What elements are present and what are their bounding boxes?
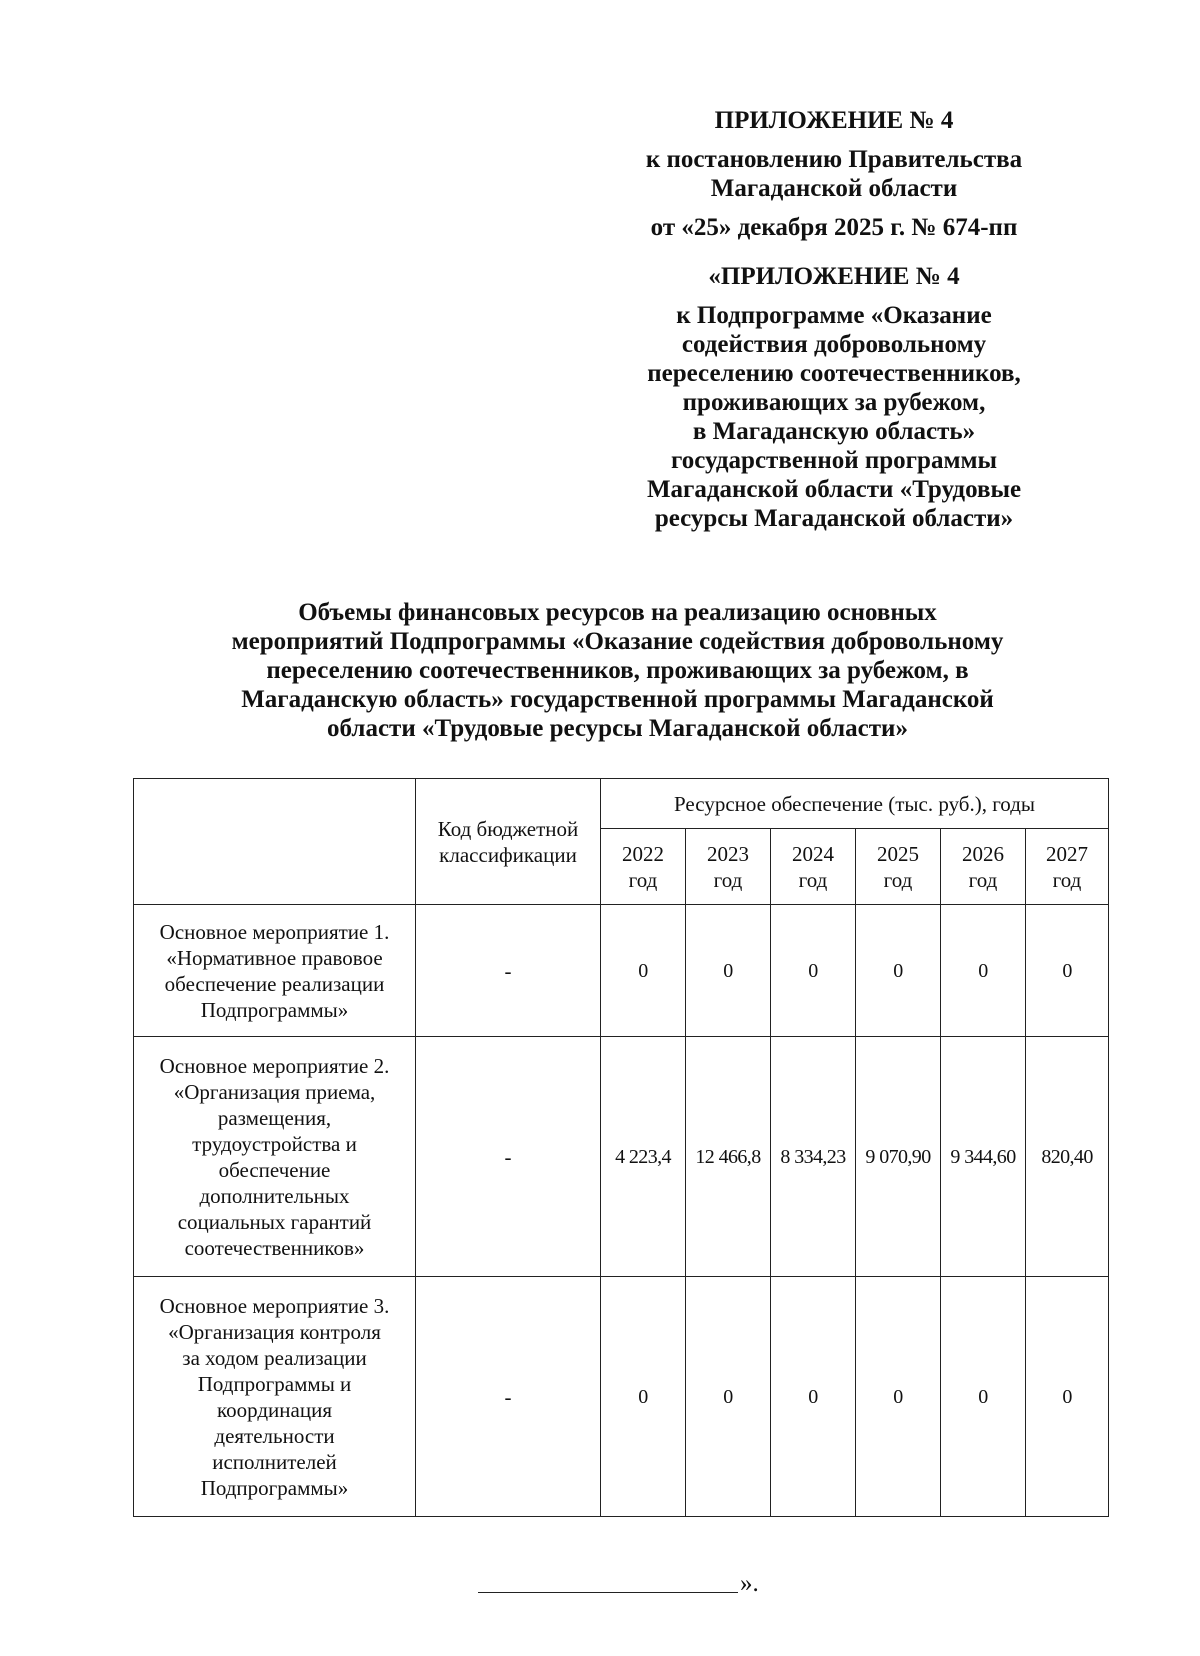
- value-cell: 0: [941, 905, 1026, 1037]
- budget-code-header-line: Код бюджетной: [437, 816, 579, 841]
- subprogram-line: Магаданской области «Трудовые: [646, 476, 1022, 503]
- document-title: [150, 598, 1085, 743]
- value-cell: 0: [601, 1277, 686, 1517]
- year-header-2023: [686, 829, 771, 905]
- table-row: [134, 1277, 1109, 1517]
- value-cell: 0: [771, 905, 856, 1037]
- year-header-2024: [771, 829, 856, 905]
- value-cell: 9 070,90: [856, 1037, 941, 1277]
- activity-name-line: Подпрограммы»: [200, 1475, 349, 1500]
- resolution-ref-line1: к постановлению Правительства: [645, 146, 1023, 173]
- year-unit: год: [883, 867, 913, 892]
- value-cell: 4 223,4: [601, 1037, 686, 1277]
- budget-code-cell: -: [416, 1277, 601, 1517]
- year-unit: год: [713, 867, 743, 892]
- activity-name-line: обеспечение реализации: [164, 971, 385, 996]
- subprogram-line: государственной программы: [670, 447, 998, 474]
- year-number: 2023: [707, 841, 749, 866]
- title-line: Объемы финансовых ресурсов на реализацию основных: [298, 599, 937, 626]
- activity-name-line: «Организация приема,: [173, 1079, 376, 1104]
- activity-name-line: Основное мероприятие 1.: [159, 919, 390, 944]
- year-number: 2022: [622, 841, 664, 866]
- activity-name-line: координация: [217, 1397, 332, 1422]
- value-cell: 0: [1026, 1277, 1109, 1517]
- year-unit: год: [1052, 867, 1082, 892]
- activity-name-line: обеспечение: [218, 1157, 331, 1182]
- value-cell: 8 334,23: [771, 1037, 856, 1277]
- table-row: [134, 905, 1109, 1037]
- value-cell: 0: [1026, 905, 1109, 1037]
- year-header-2026: [941, 829, 1026, 905]
- activity-name-line: Основное мероприятие 3.: [159, 1293, 390, 1318]
- value-cell: 12 466,8: [686, 1037, 771, 1277]
- value-cell: 0: [686, 905, 771, 1037]
- resolution-ref-line2: Магаданской области: [710, 175, 958, 202]
- value-cell: 0: [856, 1277, 941, 1517]
- activity-name-line: Подпрограммы»: [200, 997, 349, 1022]
- sub-appendix-title: «ПРИЛОЖЕНИЕ № 4: [708, 263, 960, 290]
- closing-quote-mark: ».: [740, 1570, 759, 1597]
- budget-code-header-line: классификации: [439, 842, 577, 867]
- activity-name-line: за ходом реализации: [182, 1345, 367, 1370]
- title-line: области «Трудовые ресурсы Магаданской области»: [327, 715, 908, 742]
- year-header-2027: [1026, 829, 1109, 905]
- title-line: переселению соотечественников, проживающих за рубежом, в: [266, 657, 969, 684]
- activity-name-cell: [134, 1037, 416, 1277]
- activity-header-cell: [134, 779, 416, 905]
- value-cell: 0: [771, 1277, 856, 1517]
- subprogram-line: проживающих за рубежом,: [682, 389, 986, 416]
- subprogram-line: содействия добровольному: [681, 331, 987, 358]
- activity-name-line: исполнителей: [212, 1449, 337, 1474]
- year-unit: год: [628, 867, 658, 892]
- activity-name-cell: [134, 1277, 416, 1517]
- year-header-2022: [601, 829, 686, 905]
- value-cell: 9 344,60: [941, 1037, 1026, 1277]
- title-line: мероприятий Подпрограммы «Оказание содействия добровольному: [231, 628, 1004, 655]
- budget-code-cell: -: [416, 1037, 601, 1277]
- activity-name-line: трудоустройства и: [192, 1131, 357, 1156]
- activity-name-line: «Нормативное правовое: [166, 945, 383, 970]
- activity-name-line: размещения,: [217, 1105, 332, 1130]
- year-number: 2026: [962, 841, 1004, 866]
- value-cell: 820,40: [1026, 1037, 1109, 1277]
- value-cell: 0: [941, 1277, 1026, 1517]
- activity-name-line: соотечественников»: [184, 1235, 365, 1260]
- year-unit: год: [798, 867, 828, 892]
- closing-underline: [478, 1592, 738, 1593]
- year-unit: год: [968, 867, 998, 892]
- year-number: 2025: [877, 841, 919, 866]
- subprogram-line: переселению соотечественников,: [647, 360, 1021, 387]
- appendix-header: [598, 106, 1070, 533]
- activity-name-line: «Организация контроля: [168, 1319, 381, 1344]
- value-cell: 0: [686, 1277, 771, 1517]
- activity-name-line: дополнительных: [199, 1183, 350, 1208]
- value-cell: 0: [601, 905, 686, 1037]
- activity-name-line: деятельности: [214, 1423, 335, 1448]
- year-number: 2027: [1046, 841, 1089, 866]
- activity-name-line: социальных гарантий: [177, 1209, 372, 1234]
- activity-name-line: Подпрограммы и: [197, 1371, 352, 1396]
- budget-code-cell: -: [416, 905, 601, 1037]
- budget-code-header: [416, 779, 601, 905]
- year-header-2025: [856, 829, 941, 905]
- resources-header: Ресурсное обеспечение (тыс. руб.), годы: [601, 779, 1109, 829]
- appendix-title: ПРИЛОЖЕНИЕ № 4: [714, 107, 954, 134]
- activity-name-line: Основное мероприятие 2.: [159, 1053, 390, 1078]
- subprogram-line: ресурсы Магаданской области»: [654, 505, 1014, 532]
- financing-table: [133, 778, 1109, 1517]
- subprogram-line: к Подпрограмме «Оказание: [676, 302, 992, 329]
- year-number: 2024: [792, 841, 834, 866]
- resolution-date-number: от «25» декабря 2025 г. № 674-пп: [650, 214, 1018, 241]
- table-row: [134, 1037, 1109, 1277]
- subprogram-line: в Магаданскую область»: [692, 418, 976, 445]
- value-cell: 0: [856, 905, 941, 1037]
- title-line: Магаданскую область» государственной программы Магаданской: [241, 686, 994, 713]
- activity-name-cell: [134, 905, 416, 1037]
